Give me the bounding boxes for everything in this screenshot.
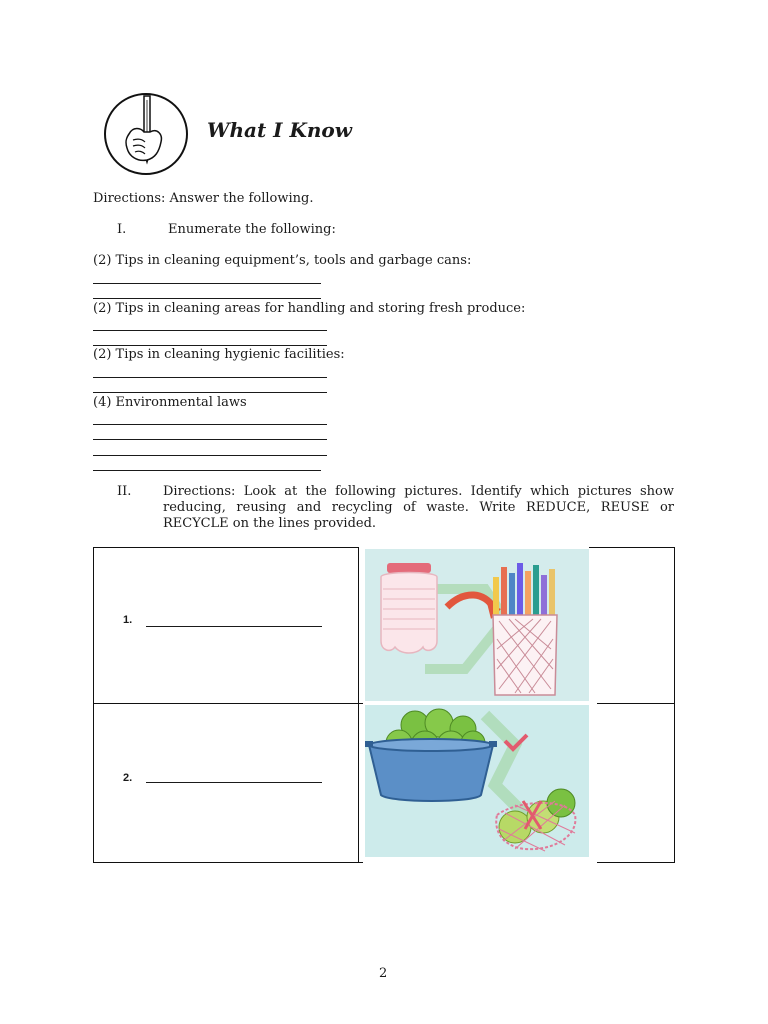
row-number: 2.	[123, 772, 133, 784]
page-number: 2	[379, 966, 388, 981]
directions-text: Directions: Answer the following.	[93, 191, 314, 206]
part2-roman: II.	[117, 484, 132, 499]
item-label: (2) Tips in cleaning hygienic facilities:	[93, 347, 345, 362]
item-label: (4) Environmental laws	[93, 395, 247, 410]
answer-line	[93, 470, 321, 471]
page-title: What I Know	[207, 118, 352, 142]
hand-pencil-icon	[103, 92, 189, 176]
bottle-pencil-holder-picture	[365, 549, 589, 701]
answer-line[interactable]	[146, 626, 322, 627]
row-number: 1.	[123, 614, 133, 626]
part2-directions: Directions: Look at the following pictures. Identify which pictures show reducing, reusing and recycling of waste. Write REDUCE, REUSE or RECYCLE on the lines provided.	[163, 484, 674, 531]
part1-label: Enumerate the following:	[168, 222, 336, 237]
answer-line	[93, 392, 327, 393]
answer-line	[93, 345, 327, 346]
answer-line	[93, 439, 327, 440]
answer-line	[93, 377, 327, 378]
answer-line	[93, 455, 327, 456]
part1-roman: I.	[117, 222, 127, 237]
apples-basin-picture	[365, 705, 589, 857]
answer-line[interactable]	[146, 782, 322, 783]
identification-table	[93, 547, 675, 863]
item-label: (2) Tips in cleaning equipment’s, tools and garbage cans:	[93, 253, 472, 268]
answer-line	[93, 424, 327, 425]
item-label: (2) Tips in cleaning areas for handling and storing fresh produce:	[93, 301, 526, 316]
answer-line	[93, 330, 327, 331]
answer-line	[93, 283, 321, 284]
answer-line	[93, 298, 321, 299]
